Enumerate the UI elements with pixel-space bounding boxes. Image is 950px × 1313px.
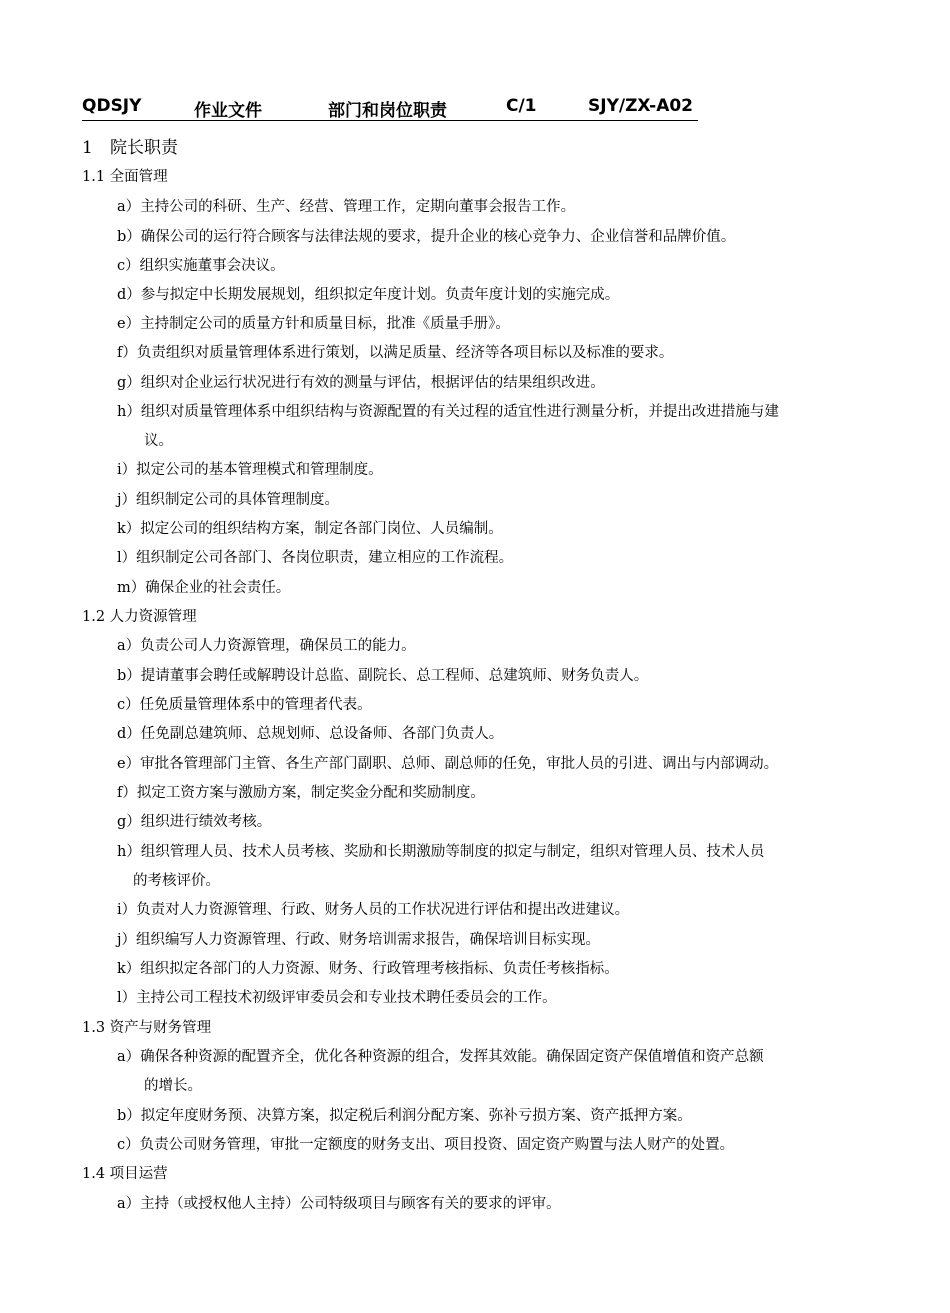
list-item: g）组织进行绩效考核。 xyxy=(117,814,272,830)
list-item: a）负责公司人力资源管理，确保员工的能力。 xyxy=(117,638,416,654)
list-item: b）确保公司的运行符合顾客与法律法规的要求，提升企业的核心竞争力、企业信誉和品牌价值。 xyxy=(117,229,736,245)
list-item: k）组织拟定各部门的人力资源、财务、行政管理考核指标、负责任考核指标。 xyxy=(117,961,619,977)
list-item: l）主持公司工程技术初级评审委员会和专业技术聘任委员会的工作。 xyxy=(117,990,557,1006)
list-item: g）组织对企业运行状况进行有效的测量与评估，根据评估的结果组织改进。 xyxy=(117,375,605,391)
subsection-title: 1.1 全面管理 xyxy=(82,169,168,185)
list-item: c）任免质量管理体系中的管理者代表。 xyxy=(117,697,372,713)
list-item: e）主持制定公司的质量方针和质量目标，批准《质量手册》。 xyxy=(117,316,510,332)
list-item: k）拟定公司的组织结构方案，制定各部门岗位、人员编制。 xyxy=(117,521,503,537)
document-number: SJY/ZX-A02 xyxy=(588,96,694,116)
list-item-continuation: 议。 xyxy=(144,433,173,449)
section-title: 院长职责 xyxy=(110,138,178,158)
list-item-continuation: 的增长。 xyxy=(144,1078,202,1094)
list-item: i）负责对人力资源管理、行政、财务人员的工作状况进行评估和提出改进建议。 xyxy=(117,902,630,918)
list-item-continuation: 的考核评价。 xyxy=(133,873,220,889)
subsection-title: 1.2 人力资源管理 xyxy=(82,609,197,625)
list-item: a）主持公司的科研、生产、经营、管理工作，定期向董事会报告工作。 xyxy=(117,199,576,215)
list-item: l）组织制定公司各部门、各岗位职责，建立相应的工作流程。 xyxy=(117,550,514,566)
document-title: 部门和岗位职责 xyxy=(328,101,447,121)
list-item: e）审批各管理部门主管、各生产部门副职、总师、副总师的任免，审批人员的引进、调出与内部调动。 xyxy=(117,756,779,772)
list-item: h）组织对质量管理体系中组织结构与资源配置的有关过程的适宜性进行测量分析，并提出改进措施与建 xyxy=(117,404,779,420)
section-number: 1 xyxy=(82,138,93,158)
list-item: d）参与拟定中长期发展规划，组织拟定年度计划。负责年度计划的实施完成。 xyxy=(117,287,620,303)
list-item: j）组织编写人力资源管理、行政、财务培训需求报告，确保培训目标实现。 xyxy=(117,932,600,948)
list-item: a）主持（或授权他人主持）公司特级项目与顾客有关的要求的评审。 xyxy=(117,1196,561,1212)
list-item: h）组织管理人员、技术人员考核、奖励和长期激励等制度的拟定与制定，组织对管理人员、技术人员 xyxy=(117,844,765,860)
document-header xyxy=(82,96,698,121)
list-item: i）拟定公司的基本管理模式和管理制度。 xyxy=(117,462,383,478)
list-item: c）组织实施董事会决议。 xyxy=(117,258,285,274)
subsection-title: 1.4 项目运营 xyxy=(82,1166,168,1182)
document-type: 作业文件 xyxy=(194,101,262,121)
list-item: m）确保企业的社会责任。 xyxy=(117,580,291,596)
list-item: b）提请董事会聘任或解聘设计总监、副院长、总工程师、总建筑师、财务负责人。 xyxy=(117,668,649,684)
list-item: d）任免副总建筑师、总规划师、总设备师、各部门负责人。 xyxy=(117,726,504,742)
list-item: a）确保各种资源的配置齐全，优化各种资源的组合，发挥其效能。确保固定资产保值增值和资产总额 xyxy=(117,1049,764,1065)
list-item: f）负责组织对质量管理体系进行策划，以满足质量、经济等各项目标以及标准的要求。 xyxy=(117,345,674,361)
section-heading xyxy=(82,133,178,158)
list-item: c）负责公司财务管理，审批一定额度的财务支出、项目投资、固定资产购置与法人财产的处置。 xyxy=(117,1137,735,1153)
subsection-title: 1.3 资产与财务管理 xyxy=(82,1020,212,1036)
list-item: b）拟定年度财务预、决算方案，拟定税后利润分配方案、弥补亏损方案、资产抵押方案。 xyxy=(117,1108,692,1124)
document-version: C/1 xyxy=(506,96,537,116)
company-code: QDSJY xyxy=(82,96,142,116)
list-item: f）拟定工资方案与激励方案，制定奖金分配和奖励制度。 xyxy=(117,785,485,801)
list-item: j）组织制定公司的具体管理制度。 xyxy=(117,492,339,508)
